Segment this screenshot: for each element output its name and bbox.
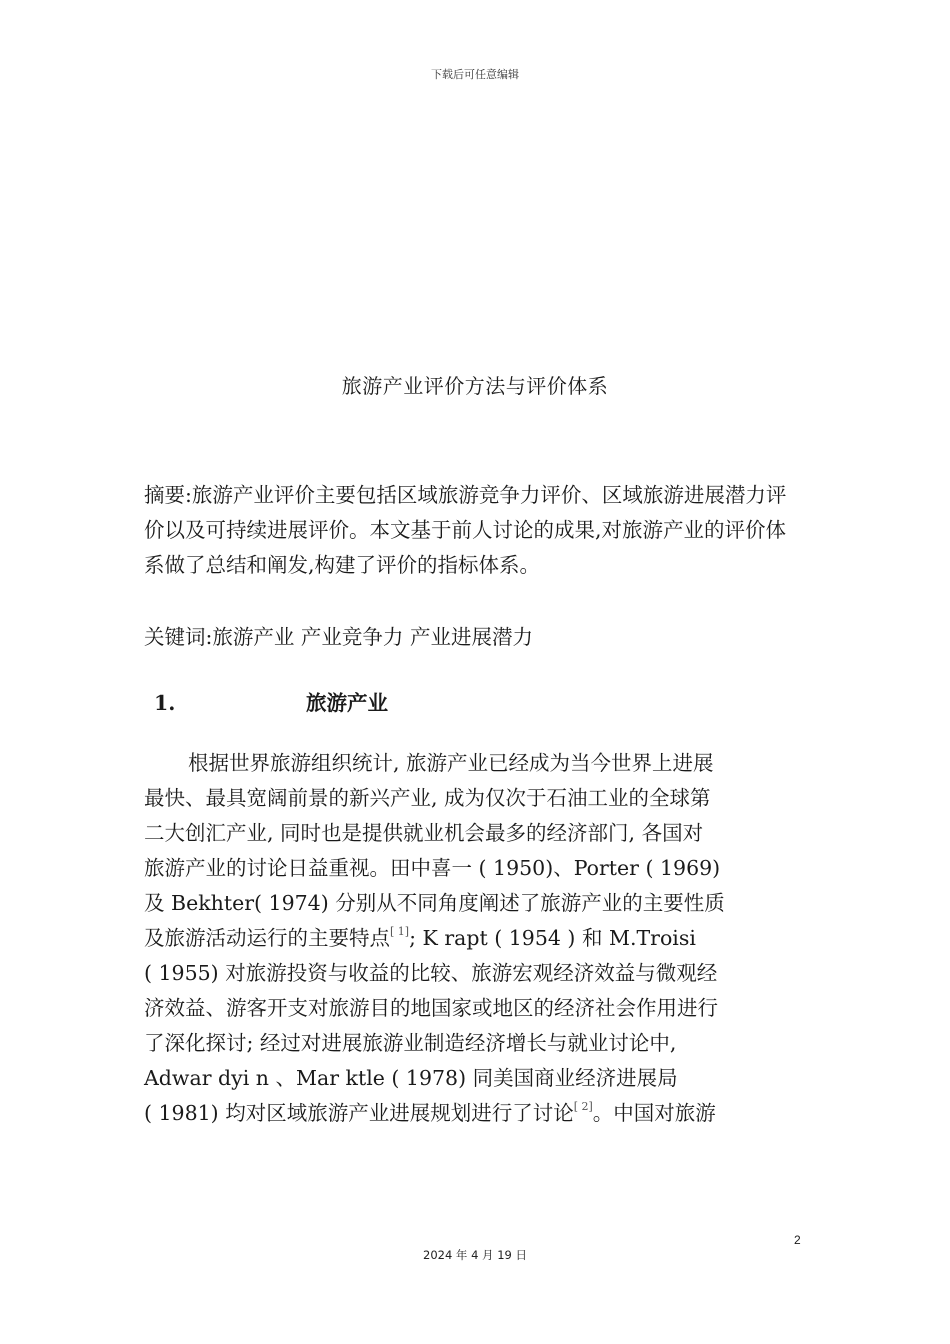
- header-note: 下载后可任意编辑: [431, 68, 519, 81]
- paragraph-line: 济效益、游客开支对旅游目的地国家或地区的经济社会作用进行: [144, 996, 718, 1020]
- citation-ref-2[interactable]: [ 2]: [573, 1100, 593, 1113]
- section-number: 1.: [154, 691, 176, 715]
- paragraph-text: ( 1981) 均对区域旅游产业进展规划进行了讨论: [144, 1101, 574, 1125]
- paragraph-text: ; K rapt ( 1954 ) 和 M.Troisi: [409, 926, 696, 950]
- paragraph-line: ( 1955) 对旅游投资与收益的比较、旅游宏观经济效益与微观经: [144, 961, 718, 985]
- citation-ref-1[interactable]: [ 1]: [390, 925, 410, 938]
- paragraph-line: 了深化探讨; 经过对进展旅游业制造经济增长与就业讨论中,: [144, 1031, 677, 1055]
- paragraph-text: 及旅游活动运行的主要特点: [144, 926, 390, 950]
- paragraph-line: 根据世界旅游组织统计, 旅游产业已经成为当今世界上进展: [188, 751, 714, 775]
- page-number: 2: [794, 1233, 801, 1247]
- footer-date: 2024 年 4 月 19 日: [423, 1248, 527, 1262]
- paragraph-line: 二大创汇产业, 同时也是提供就业机会最多的经济部门, 各国对: [144, 821, 704, 845]
- paragraph-text: 。中国对旅游: [592, 1101, 716, 1125]
- paragraph-line: 及 Bekhter( 1974) 分别从不同角度阐述了旅游产业的主要性质: [144, 891, 725, 915]
- paragraph-line: 旅游产业的讨论日益重视。田中喜一 ( 1950)、Porter ( 1969): [144, 856, 721, 880]
- paragraph-line: 最快、最具宽阔前景的新兴产业, 成为仅次于石油工业的全球第: [144, 786, 711, 810]
- paragraph-line: Adwar dyi n 、Mar ktle ( 1978) 同美国商业经济进展局: [144, 1066, 678, 1090]
- section-heading: [144, 686, 804, 721]
- paragraph-line: [144, 1096, 804, 1131]
- keywords-line: 关键词:旅游产业 产业竞争力 产业进展潜力: [144, 625, 533, 649]
- paragraph-line: [144, 921, 804, 956]
- abstract-paragraph: 摘要:旅游产业评价主要包括区域旅游竞争力评价、区域旅游进展潜力评价以及可持续进展评价。本文基于前人讨论的成果,对旅游产业的评价体系做了总结和阐发,构建了评价的指标体系。: [144, 483, 787, 577]
- document-title: 旅游产业评价方法与评价体系: [341, 374, 609, 398]
- body-paragraph: [144, 746, 804, 1131]
- section-title: 旅游产业: [306, 691, 388, 715]
